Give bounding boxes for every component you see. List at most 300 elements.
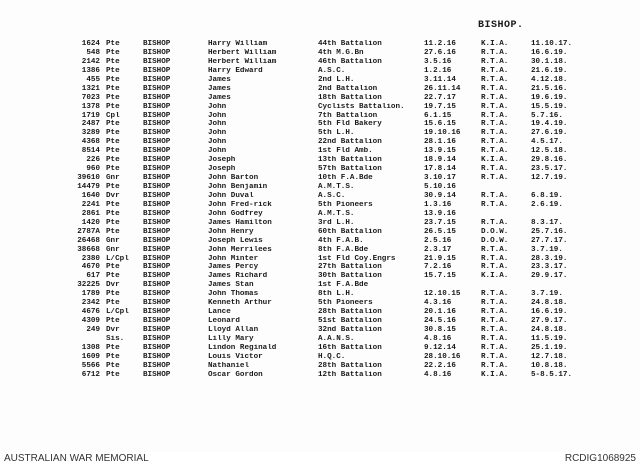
fate-date: 16.6.19.: [531, 48, 568, 57]
rank: Pte: [106, 209, 120, 218]
given-names: John: [208, 138, 227, 147]
surname: BISHOP: [143, 111, 171, 120]
service-number: 2861: [81, 209, 100, 218]
surname: BISHOP: [143, 183, 171, 191]
unit: 2nd L.H.: [318, 75, 355, 84]
nominal-roll-list: [0, 40, 640, 380]
unit: 10th F.A.Bde: [318, 174, 373, 183]
fate-date: 10.8.18.: [531, 361, 568, 370]
service-number: 960: [86, 165, 100, 174]
table-row: [0, 335, 640, 344]
service-number: 2487: [81, 120, 100, 129]
unit: A.M.T.S.: [318, 183, 355, 191]
surname: BISHOP: [143, 227, 171, 236]
unit: 44th Battalion: [318, 40, 382, 48]
service-number: 3289: [81, 129, 100, 138]
fate-status: R.T.A.: [481, 66, 509, 75]
service-number: 1420: [81, 218, 100, 227]
table-row: [0, 174, 640, 183]
rank: Pte: [106, 75, 120, 84]
surname: BISHOP: [143, 75, 171, 84]
service-number: 1719: [81, 111, 100, 120]
surname: BISHOP: [143, 191, 171, 200]
unit: 8th L.H.: [318, 290, 355, 299]
service-number: 5566: [81, 361, 100, 370]
fate-date: 19.4.19.: [531, 120, 568, 129]
rank: L/Cpl: [106, 254, 129, 263]
given-names: John Godfrey: [208, 209, 263, 218]
given-names: James: [208, 93, 231, 102]
given-names: Lance: [208, 308, 231, 317]
surname: BISHOP: [143, 84, 171, 93]
fate-date: 6.8.19.: [531, 191, 563, 200]
unit: 2nd Battalion: [318, 84, 378, 93]
surname: BISHOP: [143, 218, 171, 227]
given-names: James Percy: [208, 263, 259, 272]
table-row: [0, 40, 640, 49]
service-number: 39610: [77, 174, 100, 183]
service-number: 1624: [81, 40, 100, 48]
fate-status: R.T.A.: [481, 165, 509, 174]
rank: Pte: [106, 147, 120, 156]
surname: BISHOP: [143, 361, 171, 370]
table-row: [0, 326, 640, 335]
service-number: 2241: [81, 200, 100, 209]
enlistment-date: 2.5.16: [424, 236, 452, 245]
table-row: [0, 147, 640, 156]
given-names: Harry Edward: [208, 66, 263, 75]
rank: Gnr: [106, 236, 120, 245]
fate-date: 23.5.17.: [531, 165, 568, 174]
table-row: [0, 272, 640, 281]
surname: BISHOP: [143, 343, 171, 352]
rank: Pte: [106, 66, 120, 75]
surname: BISHOP: [143, 93, 171, 102]
service-number: 1308: [81, 343, 100, 352]
unit: 30th Battalion: [318, 272, 382, 281]
fate-status: R.T.A.: [481, 352, 509, 361]
surname: BISHOP: [143, 102, 171, 111]
enlistment-date: 21.9.15: [424, 254, 456, 263]
table-row: [0, 183, 640, 192]
table-row: [0, 49, 640, 58]
unit: 32nd Battalion: [318, 326, 382, 334]
table-row: [0, 228, 640, 237]
surname: BISHOP: [143, 290, 171, 299]
unit: 5th Fld Bakery: [318, 120, 382, 129]
surname: BISHOP: [143, 57, 171, 66]
enlistment-date: 30.9.14: [424, 191, 456, 200]
unit: 16th Battalion: [318, 343, 382, 352]
service-number: 4676: [81, 308, 100, 317]
unit: A.M.T.S.: [318, 209, 355, 218]
fate-status: K.I.A.: [481, 370, 509, 379]
table-row: [0, 371, 640, 380]
page-header: BISHOP.: [478, 20, 524, 31]
rank: Dvr: [106, 281, 120, 290]
rank: Sis.: [106, 334, 125, 343]
fate-date: 8.3.17.: [531, 218, 563, 227]
surname: BISHOP: [143, 254, 171, 263]
given-names: Joseph: [208, 165, 236, 174]
unit: 51st Battalion: [318, 317, 382, 326]
given-names: Herbert William: [208, 48, 277, 57]
service-number: 1378: [81, 102, 100, 111]
given-names: James: [208, 75, 231, 84]
fate-date: 2.6.19.: [531, 200, 563, 209]
unit: H.Q.C.: [318, 352, 346, 361]
service-number: 548: [86, 48, 100, 57]
fate-status: D.O.W.: [481, 227, 509, 236]
service-number: 1386: [81, 66, 100, 75]
fate-date: 27.6.19.: [531, 129, 568, 138]
table-row: [0, 156, 640, 165]
rank: Pte: [106, 352, 120, 361]
fate-status: R.T.A.: [481, 317, 509, 326]
fate-status: R.T.A.: [481, 120, 509, 129]
table-row: [0, 299, 640, 308]
given-names: Leonard: [208, 317, 240, 326]
given-names: Lilly Mary: [208, 334, 254, 343]
unit: A.S.C.: [318, 66, 346, 75]
fate-date: 4.12.18.: [531, 75, 568, 84]
surname: BISHOP: [143, 138, 171, 147]
rank: Dvr: [106, 326, 120, 334]
fate-status: R.T.A.: [481, 84, 509, 93]
enlistment-date: 20.1.16: [424, 308, 456, 317]
table-row: [0, 165, 640, 174]
table-row: [0, 353, 640, 362]
surname: BISHOP: [143, 147, 171, 156]
fate-status: R.T.A.: [481, 129, 509, 138]
footer-reference: RCDIG1068925: [564, 453, 636, 464]
fate-status: R.T.A.: [481, 299, 509, 308]
fate-date: 12.7.19.: [531, 174, 568, 183]
surname: BISHOP: [143, 40, 171, 48]
enlistment-date: 3.5.16: [424, 57, 452, 66]
table-row: [0, 129, 640, 138]
unit: 5th L.H.: [318, 129, 355, 138]
fate-date: 21.6.19.: [531, 66, 568, 75]
rank: Pte: [106, 227, 120, 236]
rank: Pte: [106, 165, 120, 174]
table-row: [0, 138, 640, 147]
given-names: Joseph Lewis: [208, 236, 263, 245]
surname: BISHOP: [143, 334, 171, 343]
surname: BISHOP: [143, 66, 171, 75]
surname: BISHOP: [143, 236, 171, 245]
fate-date: 5-8.5.17.: [531, 370, 573, 379]
enlistment-date: 18.9.14: [424, 156, 456, 165]
table-row: [0, 237, 640, 246]
rank: Pte: [106, 138, 120, 147]
table-row: [0, 281, 640, 290]
table-row: [0, 263, 640, 272]
fate-status: D.O.W.: [481, 236, 509, 245]
enlistment-date: 19.10.16: [424, 129, 461, 138]
rank: Pte: [106, 290, 120, 299]
given-names: John Minter: [208, 254, 259, 263]
given-names: Kenneth Arthur: [208, 299, 272, 308]
enlistment-date: 11.2.16: [424, 40, 456, 48]
enlistment-date: 22.2.16: [424, 361, 456, 370]
given-names: John: [208, 147, 227, 156]
table-row: [0, 308, 640, 317]
fate-status: R.T.A.: [481, 75, 509, 84]
unit: A.S.C.: [318, 191, 346, 200]
enlistment-date: 2.3.17: [424, 245, 452, 254]
unit: 22nd Battalion: [318, 138, 382, 147]
service-number: 6712: [81, 370, 100, 379]
rank: Pte: [106, 343, 120, 352]
fate-status: R.T.A.: [481, 343, 509, 352]
enlistment-date: 23.7.15: [424, 218, 456, 227]
service-number: 8514: [81, 147, 100, 156]
table-row: [0, 344, 640, 353]
given-names: James Richard: [208, 272, 268, 281]
rank: Pte: [106, 317, 120, 326]
given-names: Nathaniel: [208, 361, 250, 370]
unit: 46th Battalion: [318, 57, 382, 66]
table-row: [0, 255, 640, 264]
surname: BISHOP: [143, 308, 171, 317]
fate-date: 24.8.18.: [531, 326, 568, 334]
enlistment-date: 15.7.15: [424, 272, 456, 281]
fate-status: R.T.A.: [481, 361, 509, 370]
given-names: John: [208, 120, 227, 129]
table-row: [0, 94, 640, 103]
surname: BISHOP: [143, 120, 171, 129]
fate-status: R.T.A.: [481, 48, 509, 57]
rank: L/Cpl: [106, 308, 129, 317]
enlistment-date: 26.11.14: [424, 84, 461, 93]
enlistment-date: 19.7.15: [424, 102, 456, 111]
fate-date: 12.5.18.: [531, 147, 568, 156]
fate-date: 4.5.17.: [531, 138, 563, 147]
enlistment-date: 4.8.16: [424, 334, 452, 343]
unit: 7th Battalion: [318, 111, 378, 120]
unit: 5th Pioneers: [318, 200, 373, 209]
given-names: Herbert William: [208, 57, 277, 66]
fate-date: 25.1.19.: [531, 343, 568, 352]
unit: 28th Battalion: [318, 361, 382, 370]
unit: 4th M.G.Bn: [318, 48, 364, 57]
service-number: 4368: [81, 138, 100, 147]
fate-status: R.T.A.: [481, 147, 509, 156]
unit: 8th F.A.Bde: [318, 245, 369, 254]
rank: Dvr: [106, 191, 120, 200]
rank: Pte: [106, 218, 120, 227]
given-names: John: [208, 102, 227, 111]
service-number: 2342: [81, 299, 100, 308]
rank: Pte: [106, 93, 120, 102]
rank: Pte: [106, 183, 120, 191]
service-number: 2142: [81, 57, 100, 66]
enlistment-date: 4.8.16: [424, 370, 452, 379]
rank: Gnr: [106, 174, 120, 183]
footer-institution: AUSTRALIAN WAR MEMORIAL: [4, 453, 149, 464]
archive-footer: [0, 452, 640, 466]
table-row: [0, 58, 640, 67]
given-names: John Thomas: [208, 290, 259, 299]
surname: BISHOP: [143, 299, 171, 308]
rank: Pte: [106, 102, 120, 111]
table-row: [0, 76, 640, 85]
enlistment-date: 12.10.15: [424, 290, 461, 299]
unit: 1st Fld Coy.Engrs: [318, 254, 396, 263]
rank: Pte: [106, 200, 120, 209]
given-names: James Stan: [208, 281, 254, 290]
rank: Pte: [106, 129, 120, 138]
given-names: John: [208, 129, 227, 138]
unit: 1st F.A.Bde: [318, 281, 369, 290]
surname: BISHOP: [143, 200, 171, 209]
fate-date: 28.3.19.: [531, 254, 568, 263]
fate-status: R.T.A.: [481, 138, 509, 147]
unit: 18th Battalion: [318, 93, 382, 102]
enlistment-date: 6.1.15: [424, 111, 452, 120]
service-number: 617: [86, 272, 100, 281]
given-names: James Hamilton: [208, 218, 272, 227]
surname: BISHOP: [143, 165, 171, 174]
rank: Gnr: [106, 245, 120, 254]
service-number: 1640: [81, 191, 100, 200]
enlistment-date: 3.11.14: [424, 75, 456, 84]
unit: 5th Pioneers: [318, 299, 373, 308]
unit: A.A.N.S.: [318, 334, 355, 343]
enlistment-date: 28.1.16: [424, 138, 456, 147]
given-names: John Henry: [208, 227, 254, 236]
service-number: 26468: [77, 236, 100, 245]
service-number: 4309: [81, 317, 100, 326]
given-names: Joseph: [208, 156, 236, 165]
fate-date: 11.10.17.: [531, 40, 573, 48]
service-number: 2787A: [77, 227, 100, 236]
enlistment-date: 13.9.15: [424, 147, 456, 156]
surname: BISHOP: [143, 317, 171, 326]
unit: 3rd L.H.: [318, 218, 355, 227]
rank: Cpl: [106, 111, 120, 120]
surname: BISHOP: [143, 352, 171, 361]
enlistment-date: 22.7.17: [424, 93, 456, 102]
enlistment-date: 28.10.16: [424, 352, 461, 361]
fate-status: R.T.A.: [481, 102, 509, 111]
unit: 13th Battalion: [318, 156, 382, 165]
rank: Pte: [106, 361, 120, 370]
fate-status: R.T.A.: [481, 308, 509, 317]
fate-date: 30.1.18.: [531, 57, 568, 66]
table-row: [0, 246, 640, 255]
rank: Pte: [106, 272, 120, 281]
enlistment-date: 5.10.16: [424, 183, 456, 191]
surname: BISHOP: [143, 174, 171, 183]
table-row: [0, 112, 640, 121]
fate-status: R.T.A.: [481, 111, 509, 120]
enlistment-date: 27.6.16: [424, 48, 456, 57]
surname: BISHOP: [143, 48, 171, 57]
surname: BISHOP: [143, 263, 171, 272]
enlistment-date: 1.2.16: [424, 66, 452, 75]
fate-status: K.I.A.: [481, 156, 509, 165]
enlistment-date: 26.5.15: [424, 227, 456, 236]
fate-date: 29.9.17.: [531, 272, 568, 281]
fate-status: R.T.A.: [481, 218, 509, 227]
unit: 1st Fld Amb.: [318, 147, 373, 156]
fate-status: R.T.A.: [481, 245, 509, 254]
enlistment-date: 1.3.16: [424, 200, 452, 209]
fate-date: 29.8.16.: [531, 156, 568, 165]
service-number: 2380: [81, 254, 100, 263]
given-names: John Merrilees: [208, 245, 272, 254]
given-names: Oscar Gordon: [208, 370, 263, 379]
unit: 27th Battalion: [318, 263, 382, 272]
fate-status: R.T.A.: [481, 290, 509, 299]
unit: 4th F.A.B.: [318, 236, 364, 245]
fate-date: 25.7.16.: [531, 227, 568, 236]
surname: BISHOP: [143, 245, 171, 254]
fate-date: 3.7.19.: [531, 245, 563, 254]
fate-date: 23.3.17.: [531, 263, 568, 272]
surname: BISHOP: [143, 281, 171, 290]
service-number: 455: [86, 75, 100, 84]
given-names: John Fred-rick: [208, 200, 272, 209]
fate-status: R.T.A.: [481, 200, 509, 209]
enlistment-date: 13.9.16: [424, 209, 456, 218]
rank: Pte: [106, 40, 120, 48]
surname: BISHOP: [143, 209, 171, 218]
rank: Pte: [106, 120, 120, 129]
enlistment-date: 17.8.14: [424, 165, 456, 174]
fate-date: 12.7.18.: [531, 352, 568, 361]
enlistment-date: 4.3.16: [424, 299, 452, 308]
unit: Cyclists Battalion.: [318, 102, 405, 111]
given-names: Lloyd Allan: [208, 326, 259, 334]
given-names: John Duval: [208, 191, 254, 200]
unit: 60th Battalion: [318, 227, 382, 236]
table-row: [0, 317, 640, 326]
given-names: Lindon Reginald: [208, 343, 277, 352]
table-row: [0, 201, 640, 210]
fate-date: 24.8.18.: [531, 299, 568, 308]
given-names: John Barton: [208, 174, 259, 183]
rank: Pte: [106, 299, 120, 308]
fate-status: R.T.A.: [481, 174, 509, 183]
enlistment-date: 15.6.15: [424, 120, 456, 129]
unit: 12th Battalion: [318, 370, 382, 379]
service-number: 38668: [77, 245, 100, 254]
fate-date: 27.7.17.: [531, 236, 568, 245]
given-names: John: [208, 111, 227, 120]
fate-date: 11.5.19.: [531, 334, 568, 343]
fate-status: K.I.A.: [481, 40, 509, 48]
service-number: 4670: [81, 263, 100, 272]
fate-date: 21.5.16.: [531, 84, 568, 93]
table-row: [0, 290, 640, 299]
fate-status: R.T.A.: [481, 254, 509, 263]
surname: BISHOP: [143, 156, 171, 165]
fate-status: R.T.A.: [481, 191, 509, 200]
fate-status: R.T.A.: [481, 326, 509, 334]
fate-date: 27.9.17.: [531, 317, 568, 326]
enlistment-date: 9.12.14: [424, 343, 456, 352]
service-number: 32225: [77, 281, 100, 290]
rank: Pte: [106, 57, 120, 66]
table-row: [0, 210, 640, 219]
fate-status: R.T.A.: [481, 263, 509, 272]
rank: Pte: [106, 370, 120, 379]
service-number: 1321: [81, 84, 100, 93]
fate-date: 5.7.16.: [531, 111, 563, 120]
